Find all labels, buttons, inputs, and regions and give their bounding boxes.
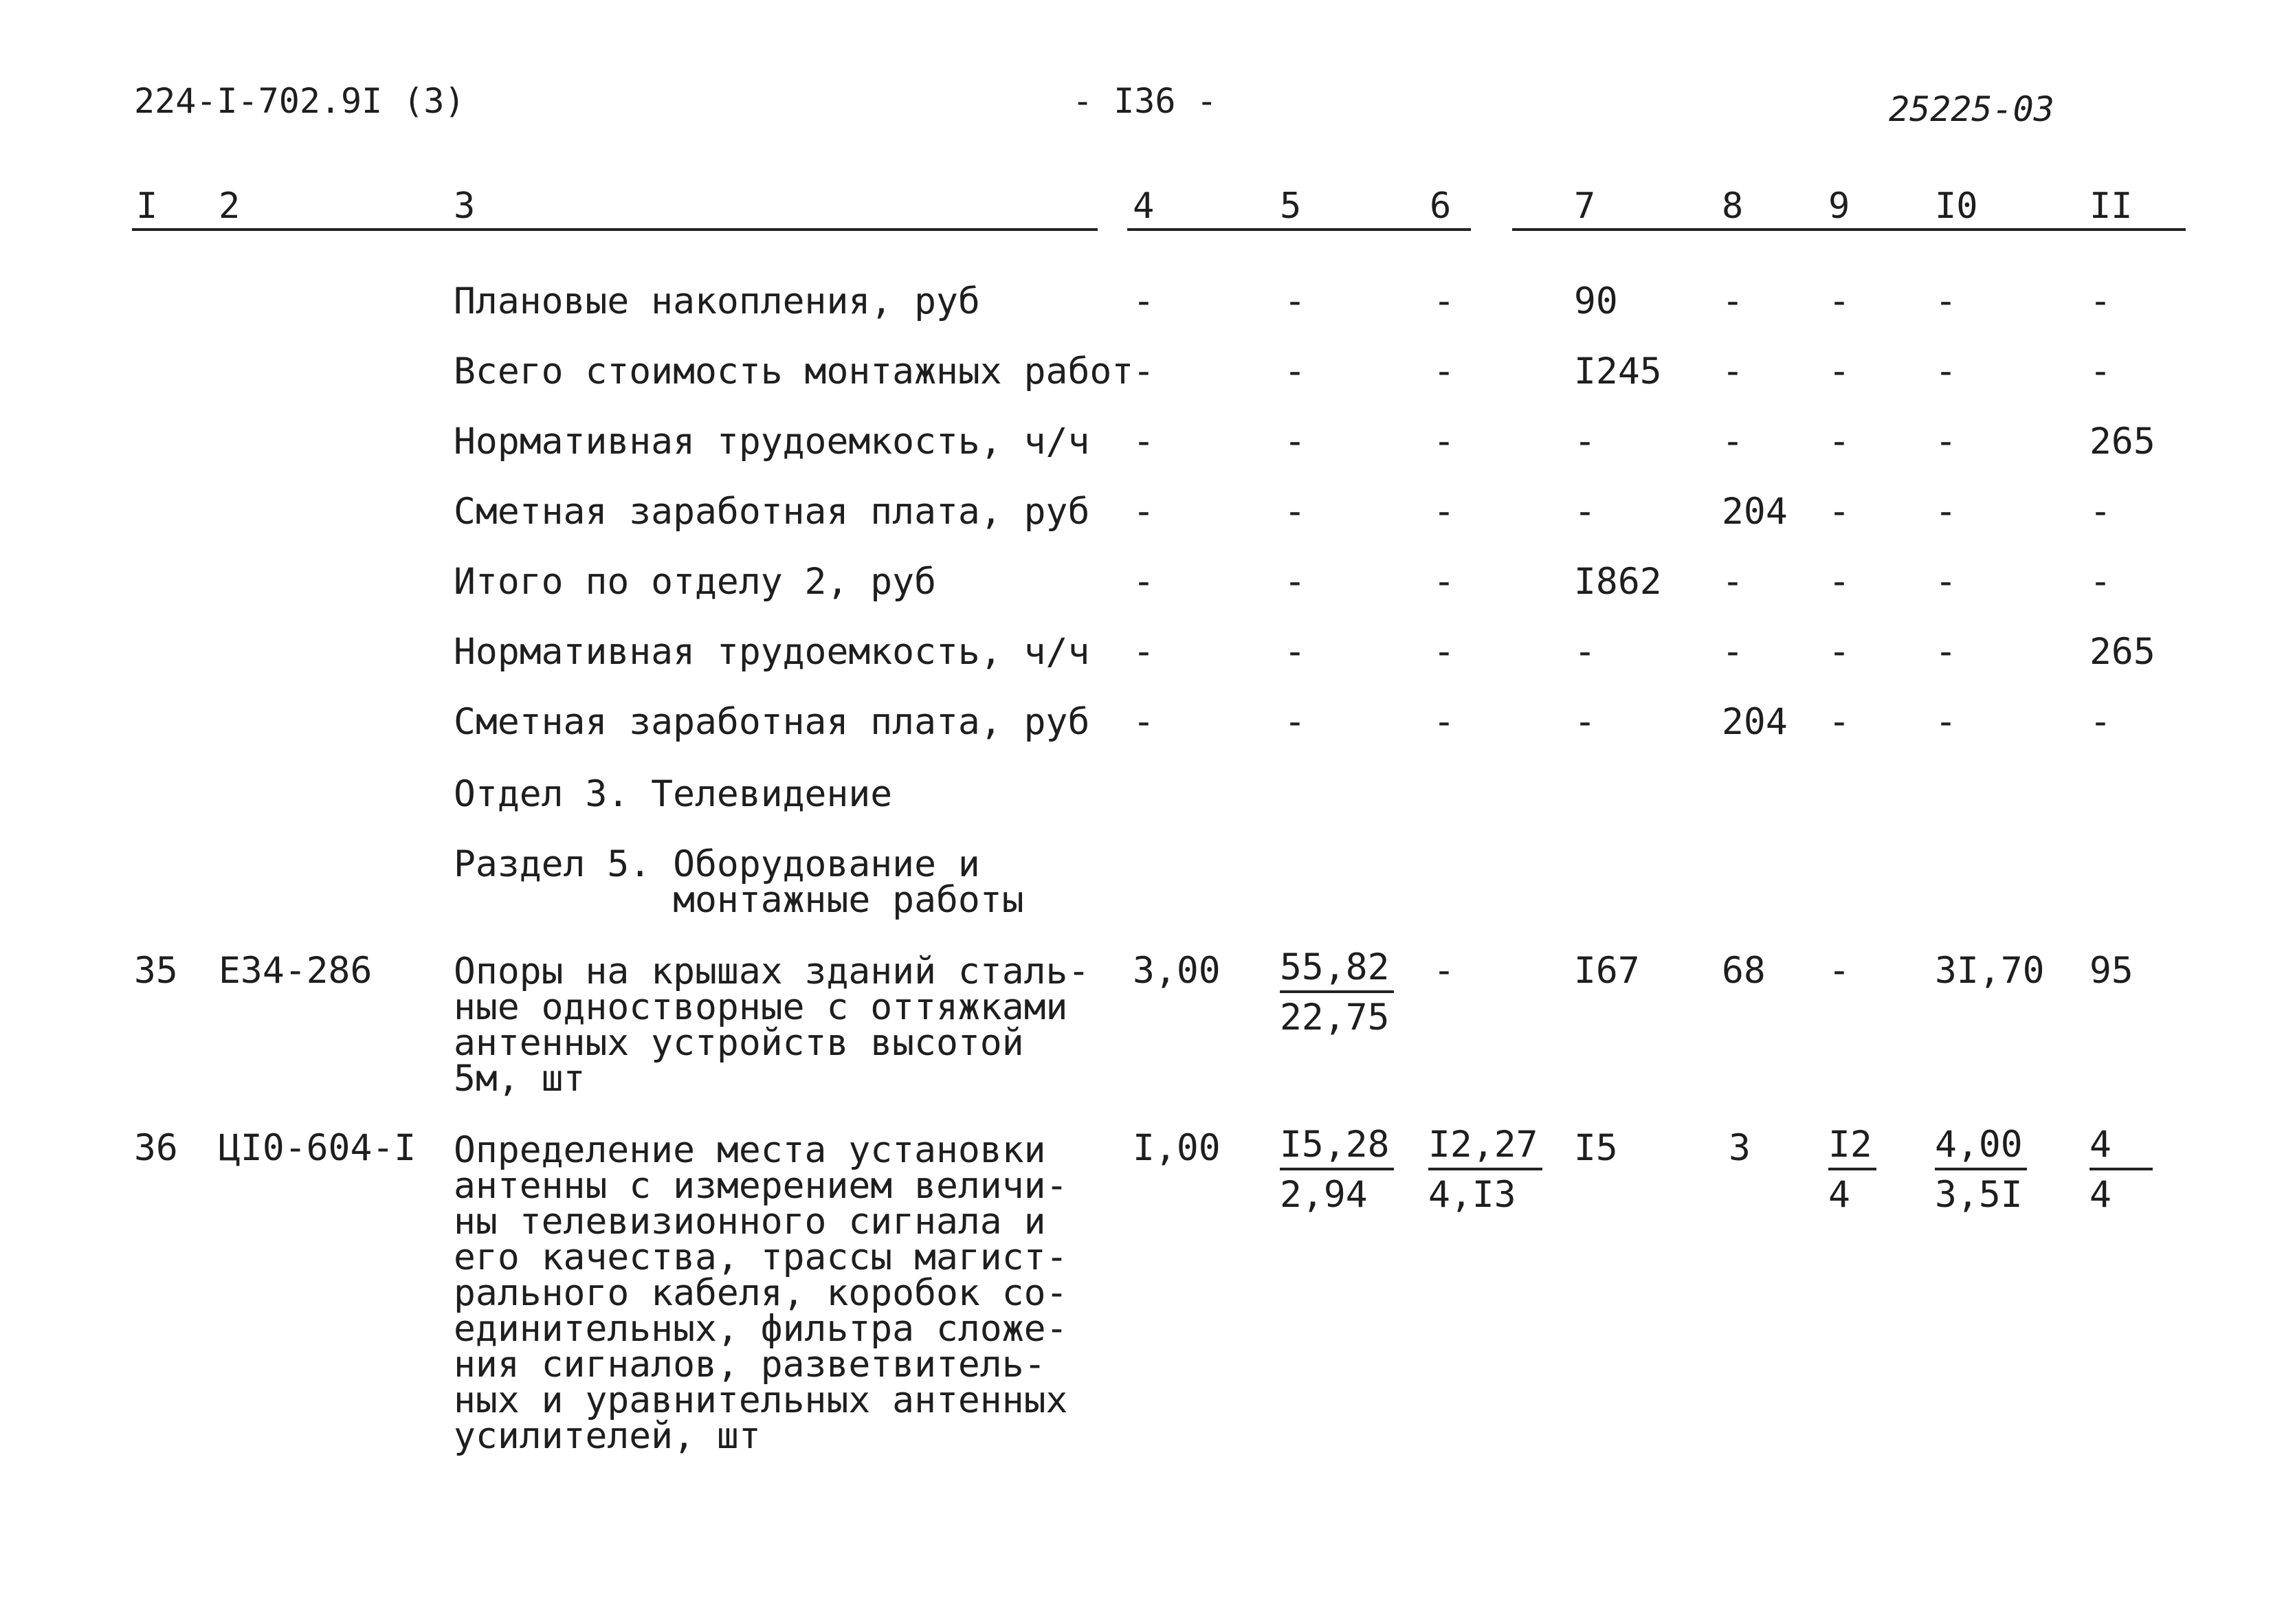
cell-col7: - [1574,491,1596,533]
cell-col5: - [1284,631,1306,673]
cell-col11: 265 [2089,421,2155,463]
cell-col4: - [1133,351,1155,392]
document-code: 224-I-702.9I (3) [134,81,465,121]
fraction-denominator: 4 [2089,1174,2111,1216]
cell-col9: - [1828,701,1850,743]
fraction [1280,945,1394,1043]
column-header-6: 6 [1430,186,1452,227]
cell-col11: - [2089,491,2111,533]
fraction-numerator: 55,82 [1280,945,1394,993]
cell-col7: - [1574,631,1596,673]
cell-col5: - [1284,561,1306,603]
cell-col6: - [1433,950,1455,992]
cell-col6: - [1433,631,1455,673]
reference-number: 25225-03 [1889,89,2054,129]
fraction-numerator: 4,00 [1935,1122,2027,1170]
cell-col5: - [1284,491,1306,533]
column-header-2: 2 [219,186,241,227]
cell-col5: - [1284,351,1306,392]
cell-col4: 3,00 [1133,950,1221,992]
item-description: Опоры на крышах зданий сталь- ные одностворные с оттяжками антенных устройств высотой 5м, шт [454,950,1090,1100]
item-code: ЦI0-604-I [219,1127,417,1169]
cell-col5: - [1284,280,1306,322]
cell-col6: - [1433,701,1455,743]
cell-col9 [1828,1122,1876,1220]
item-description: Определение места установки антенны с измерением величи- ны телевизионного сигнала и его качества, трассы магист- рального кабеля, коробок со- единительных, фильтра сложе- ния сигналов, разветвитель- ных и уравнительных антенных усилителей, шт [454,1129,1068,1457]
cell-col7: I862 [1574,561,1662,603]
fraction [1935,1122,2027,1220]
cell-col4: - [1133,491,1155,533]
fraction-denominator: 4 [1828,1174,1850,1216]
column-header-9: 9 [1828,186,1850,227]
cell-col6: - [1433,351,1455,392]
cell-col8: 204 [1722,491,1788,533]
row-label: Нормативная трудоемкость, ч/ч [454,631,1090,673]
header-underline-left [132,228,1098,231]
cell-col10: - [1935,631,1957,673]
fraction [1828,1122,1876,1220]
section-title: Раздел 5. Оборудование и монтажные работы [454,843,1024,921]
cell-col11 [2089,1122,2153,1220]
cell-col6: - [1433,280,1455,322]
cell-col10: 3I,70 [1935,950,2045,992]
row-label: Всего стоимость монтажных работ [454,351,1134,392]
cell-col4: - [1133,701,1155,743]
cell-col9: - [1828,421,1850,463]
column-header-10: I0 [1935,186,1978,227]
cell-col11: 265 [2089,631,2155,673]
fraction-numerator: I5,28 [1280,1122,1394,1170]
cell-col5 [1280,1122,1394,1220]
column-header-4: 4 [1133,186,1155,227]
cell-col6 [1428,1122,1542,1220]
fraction-numerator: I2,27 [1428,1122,1542,1170]
cell-col5 [1280,945,1394,1043]
column-header-11: II [2089,186,2133,227]
fraction [1280,1122,1394,1220]
cell-col8: 204 [1722,701,1788,743]
cell-col6: - [1433,491,1455,533]
item-number: 36 [134,1127,178,1169]
cell-col8: - [1722,351,1744,392]
cell-col9: - [1828,280,1850,322]
column-header-5: 5 [1280,186,1302,227]
fraction [1428,1122,1542,1220]
cell-col10: - [1935,561,1957,603]
cell-col4: - [1133,631,1155,673]
cell-col9: - [1828,491,1850,533]
cell-col6: - [1433,561,1455,603]
cell-col7: I5 [1574,1127,1618,1169]
cell-col8: - [1722,561,1744,603]
cell-col7: - [1574,421,1596,463]
item-number: 35 [134,950,178,992]
cell-col4: - [1133,280,1155,322]
cell-col8: 68 [1722,950,1766,992]
cell-col11: 95 [2089,950,2133,992]
cell-col7: I67 [1574,950,1640,992]
cell-col9: - [1828,950,1850,992]
column-header-3: 3 [454,186,476,227]
fraction-denominator: 22,75 [1280,997,1390,1038]
cell-col10 [1935,1122,2027,1220]
cell-col4: - [1133,561,1155,603]
cell-col10: - [1935,351,1957,392]
header-underline-right [1512,228,2186,231]
cell-col8: - [1722,280,1744,322]
cell-col7: 90 [1574,280,1618,322]
row-label: Нормативная трудоемкость, ч/ч [454,421,1090,463]
row-label: Сметная заработная плата, руб [454,491,1090,533]
cell-col6: - [1433,421,1455,463]
row-label: Итого по отделу 2, руб [454,561,936,603]
cell-col10: - [1935,491,1957,533]
cell-col10: - [1935,701,1957,743]
cell-col9: - [1828,561,1850,603]
cell-col8: 3 [1729,1127,1751,1169]
cell-col11: - [2089,561,2111,603]
cell-col8: - [1722,421,1744,463]
department-title: Отдел 3. Телевидение [454,773,893,815]
cell-col7: I245 [1574,351,1662,392]
cell-col11: - [2089,351,2111,392]
fraction-denominator: 4,I3 [1428,1174,1516,1216]
column-header-8: 8 [1722,186,1744,227]
cell-col9: - [1828,631,1850,673]
column-header-7: 7 [1574,186,1596,227]
cell-col10: - [1935,280,1957,322]
fraction-denominator: 3,5I [1935,1174,2023,1216]
header-underline-mid [1127,228,1471,231]
cell-col5: - [1284,421,1306,463]
cell-col10: - [1935,421,1957,463]
cell-col4: - [1133,421,1155,463]
cell-col5: - [1284,701,1306,743]
column-header-1: I [136,186,158,227]
page-number: - I36 - [1072,81,1217,121]
cell-col4: I,00 [1133,1127,1221,1169]
row-label: Плановые накопления, руб [454,280,980,322]
item-code: Е34-286 [219,950,373,992]
row-label: Сметная заработная плата, руб [454,701,1090,743]
fraction [2089,1122,2153,1220]
fraction-denominator: 2,94 [1280,1174,1368,1216]
cell-col11: - [2089,280,2111,322]
cell-col11: - [2089,701,2111,743]
fraction-numerator: I2 [1828,1122,1876,1170]
cell-col8: - [1722,631,1744,673]
cell-col9: - [1828,351,1850,392]
fraction-numerator: 4 [2089,1122,2153,1170]
cell-col7: - [1574,701,1596,743]
